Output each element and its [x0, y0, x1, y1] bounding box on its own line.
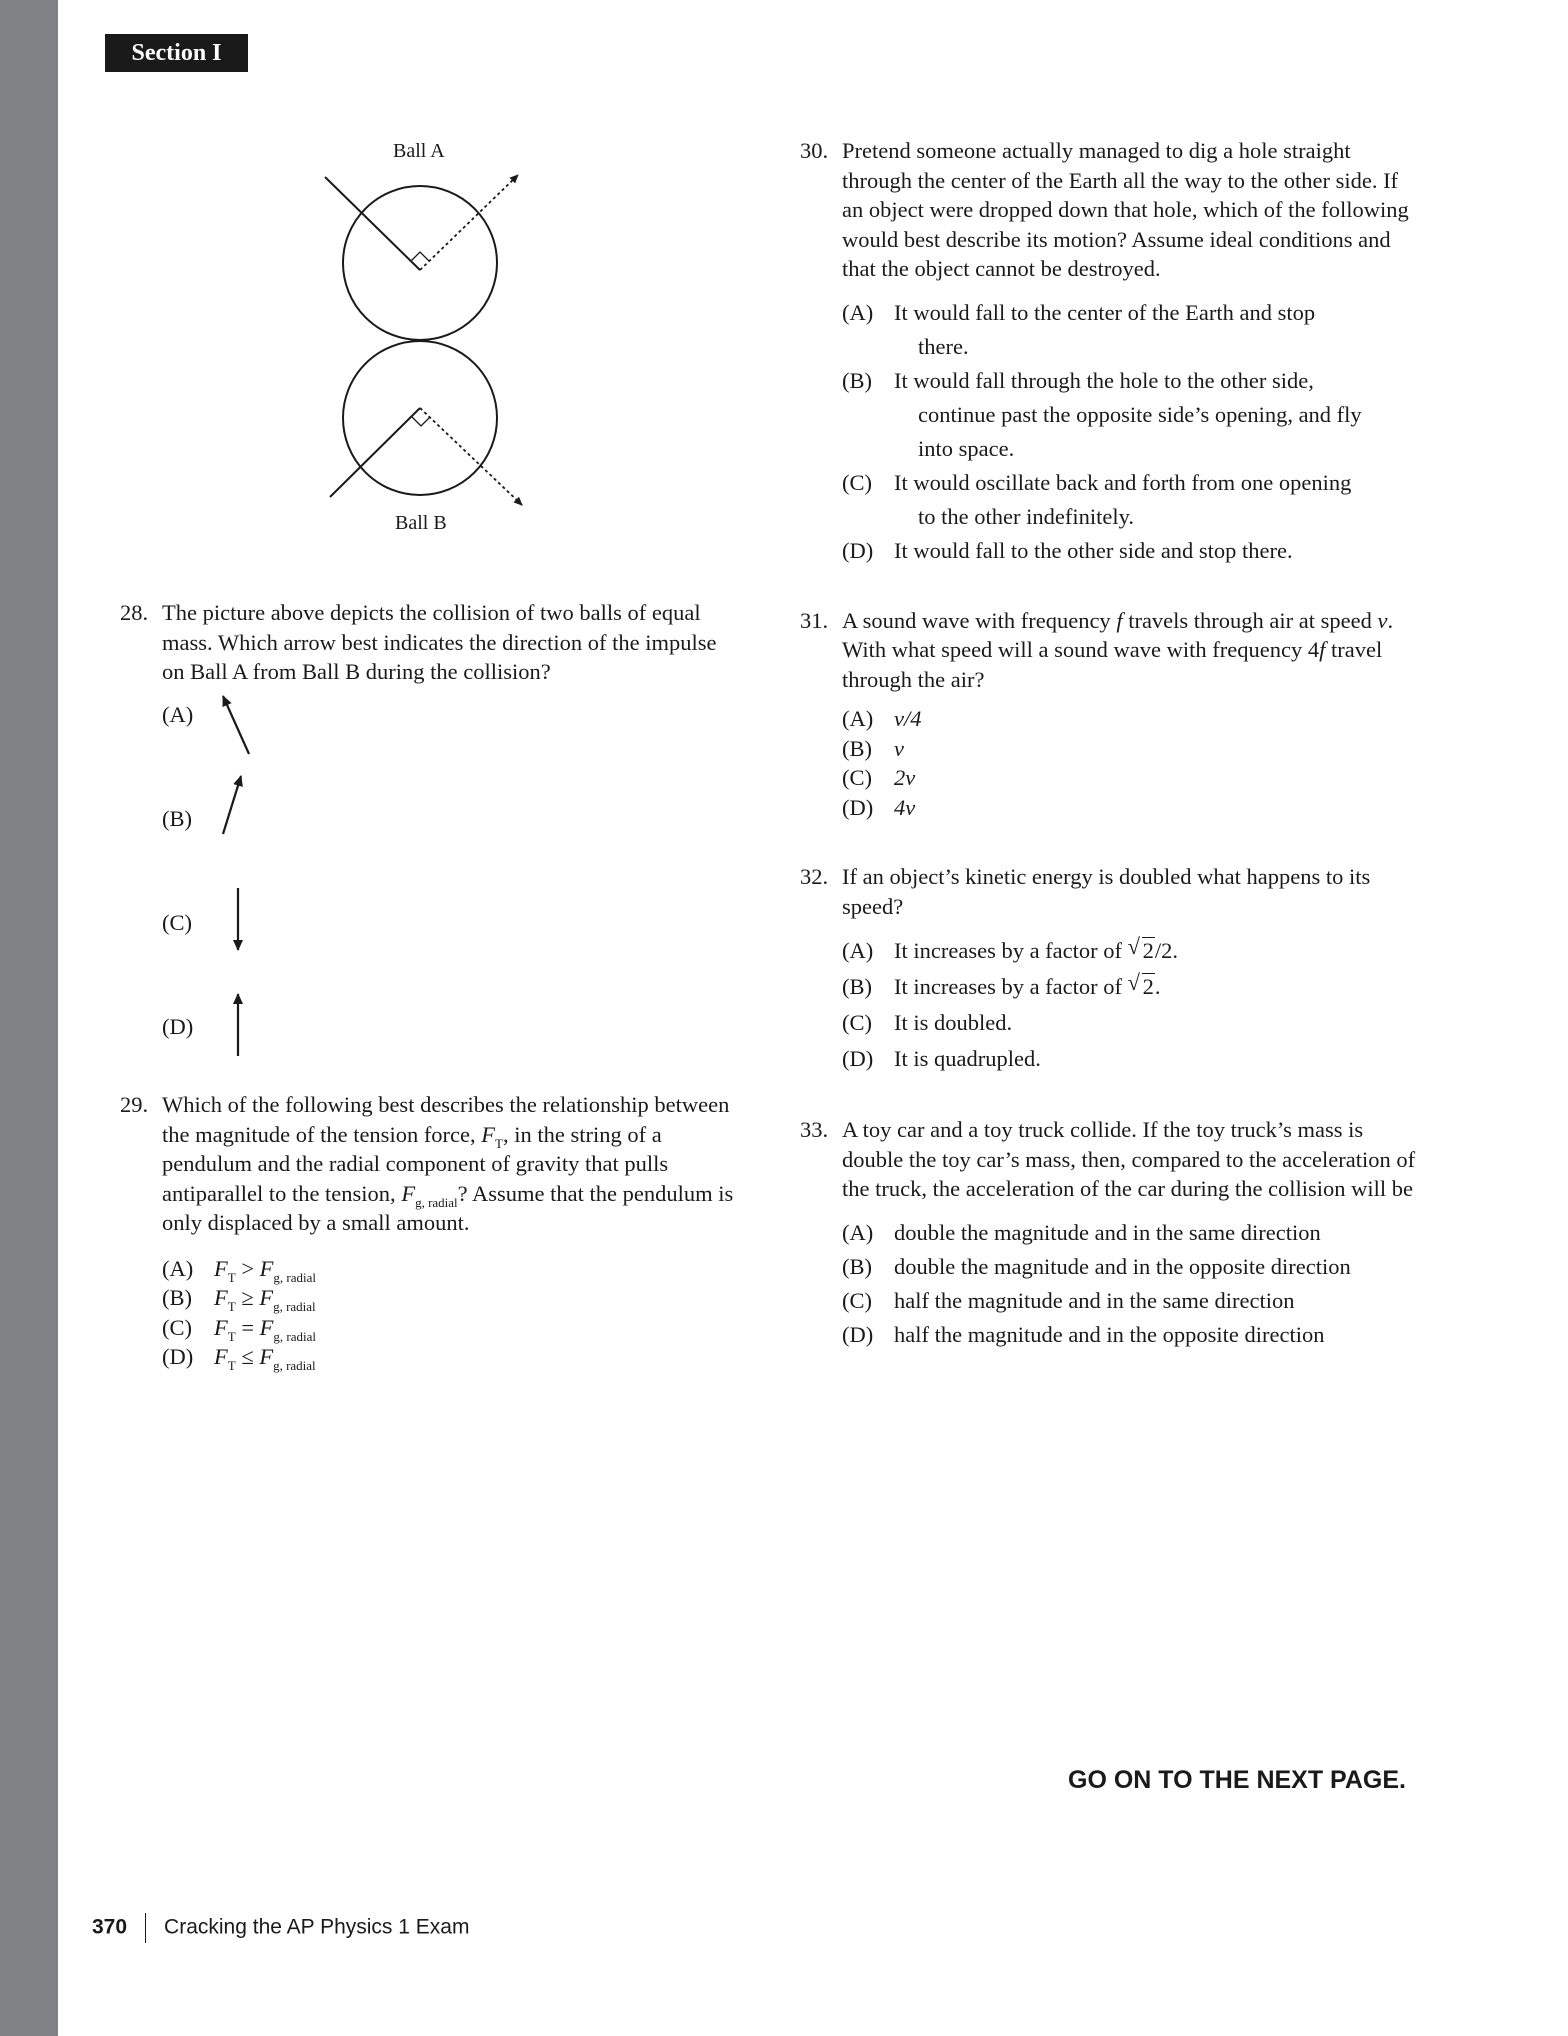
radicand: 2: [1142, 974, 1154, 999]
option-letter: (B): [842, 735, 872, 761]
question-number: 31.: [800, 607, 829, 633]
fg-subscript: g, radial: [273, 1328, 316, 1344]
q30-option-b[interactable]: [842, 364, 1420, 466]
q32-option-a[interactable]: [842, 933, 1420, 969]
question-text: A toy car and a toy truck collide. If the toy truck’s mass is double the toy car’s mass, then, compared to the acceleration of the truck, the acceleration of the car during the collision will be: [842, 1117, 1416, 1201]
question-number: 30.: [800, 138, 829, 163]
option-letter: (A): [162, 1255, 194, 1281]
relation-operator: >: [241, 1255, 255, 1281]
fg-subscript: g, radial: [273, 1358, 316, 1373]
question-28: [120, 598, 740, 687]
q32-option-c[interactable]: [842, 1005, 1420, 1041]
right-column: [800, 136, 1420, 1352]
question-text-1: A sound wave with frequency: [842, 607, 1117, 633]
option-value: 4v: [894, 794, 916, 820]
fg-symbol: F: [259, 1314, 274, 1340]
option-text: It increases by a factor of: [894, 938, 1128, 963]
option-text: double the magnitude and in the same direction: [894, 1219, 1321, 1245]
q32-option-d[interactable]: [842, 1041, 1420, 1077]
option-letter: (C): [842, 469, 872, 495]
left-column: [120, 598, 740, 687]
ft-symbol: F: [214, 1255, 228, 1281]
option-text-post: .: [1154, 974, 1161, 999]
option-text-cont: to the other indefinitely.: [918, 503, 1134, 529]
option-letter: (A): [842, 1219, 874, 1245]
q30-option-d[interactable]: [842, 534, 1420, 568]
ft-subscript: T: [227, 1269, 236, 1285]
footer-divider: [145, 1913, 146, 1943]
book-title: Cracking the AP Physics 1 Exam: [164, 1915, 470, 1939]
ft-symbol: F: [214, 1285, 228, 1310]
collision-diagram: [300, 130, 570, 550]
question-text-3: ? Assume that the pendulum is only displaced by a small amount.: [162, 1180, 734, 1235]
option-text-cont: there.: [918, 333, 969, 359]
ball-b-label: Ball B: [395, 512, 447, 534]
q33-option-b[interactable]: [842, 1250, 1420, 1284]
option-text: It is quadrupled.: [894, 1046, 1041, 1071]
option-text-cont: continue past the opposite side’s opening, and fly: [918, 401, 1362, 427]
question-text-3: . With what speed will a sound wave with frequency 4: [842, 607, 1394, 662]
q31-option-a[interactable]: [842, 704, 1420, 734]
option-text-post: /2.: [1154, 938, 1179, 963]
f-symbol: f: [1319, 637, 1326, 662]
ft-subscript: T: [495, 1135, 503, 1151]
relation-operator: ≤: [241, 1344, 254, 1369]
option-letter: (C): [842, 1010, 872, 1035]
option-letter: (A): [842, 938, 874, 963]
relation-operator: ≥: [241, 1285, 254, 1310]
q30-options: [842, 296, 1420, 568]
q29-options: [120, 1254, 740, 1372]
question-text-2: travels through air at speed: [1122, 607, 1378, 633]
ft-symbol: F: [481, 1121, 496, 1147]
option-text: It increases by a factor of: [894, 974, 1128, 999]
option-text: It would fall to the center of the Earth and stop: [894, 299, 1316, 325]
question-33: [800, 1115, 1420, 1352]
up-arrow-icon: [224, 990, 254, 1062]
fg-symbol: F: [401, 1180, 416, 1206]
question-29: [120, 1090, 740, 1372]
option-letter: (A): [842, 299, 874, 325]
q28-options: [162, 700, 362, 1060]
q31-option-d[interactable]: [842, 793, 1420, 823]
question-30: [800, 136, 1420, 568]
option-letter: (C): [162, 1314, 192, 1340]
question-text-1: Which of the following best describes the relationship between the magnitude of the tension force,: [162, 1092, 730, 1147]
option-text: It is doubled.: [894, 1010, 1013, 1035]
option-letter: (B): [162, 1285, 192, 1310]
ft-symbol: F: [214, 1314, 228, 1340]
option-letter: (D): [842, 537, 874, 563]
option-letter: (D): [842, 1321, 874, 1347]
up-right-arrow-icon: [217, 770, 257, 840]
question-text: If an object’s kinetic energy is doubled what happens to its speed?: [842, 864, 1371, 919]
ft-subscript: T: [227, 1299, 236, 1314]
ft-symbol: F: [214, 1344, 228, 1369]
question-number: 33.: [800, 1117, 829, 1142]
q32-options: [842, 933, 1420, 1077]
q29-option-c[interactable]: [162, 1313, 740, 1343]
option-letter: (B): [842, 974, 872, 999]
ball-a-circle: [343, 186, 497, 340]
question-text-2: , in the string of a pendulum and the radial component of gravity that pulls antiparallel to the tension,: [162, 1121, 669, 1206]
option-letter: (B): [162, 806, 192, 831]
fg-subscript: g, radial: [273, 1269, 316, 1285]
option-value: 2v: [894, 765, 916, 790]
q29-option-a[interactable]: [162, 1254, 740, 1284]
question-text: The picture above depicts the collision of two balls of equal mass. Which arrow best indicates the direction of the impulse on Ball A from Ball B during the collision?: [162, 600, 717, 684]
question-31: [800, 606, 1420, 823]
ft-subscript: T: [227, 1358, 236, 1373]
fg-symbol: F: [259, 1255, 274, 1281]
section-tab: Section I: [105, 34, 248, 72]
question-text-4: travel through the air?: [842, 637, 1383, 692]
option-text-cont: into space.: [918, 435, 1015, 461]
option-text: double the magnitude and in the opposite direction: [894, 1253, 1351, 1279]
ball-b-circle: [343, 341, 497, 495]
q29-option-b[interactable]: [162, 1283, 740, 1313]
option-letter: (C): [842, 765, 872, 790]
option-text: It would fall through the hole to the other side,: [894, 367, 1314, 393]
option-value: v/4: [894, 706, 922, 731]
q30-option-a[interactable]: [842, 296, 1420, 364]
option-letter: (A): [162, 702, 194, 727]
option-letter: (D): [842, 1046, 874, 1071]
q33-option-a[interactable]: [842, 1216, 1420, 1250]
question-number: 29.: [120, 1092, 149, 1117]
ft-subscript: T: [227, 1328, 236, 1344]
collision-figure: [300, 130, 570, 550]
fg-subscript: g, radial: [415, 1194, 458, 1210]
option-letter: (C): [842, 1287, 872, 1313]
q33-option-d[interactable]: [842, 1318, 1420, 1352]
ball-a-label: Ball A: [393, 140, 445, 162]
option-text: half the magnitude and in the same direction: [894, 1287, 1295, 1313]
q29-option-d[interactable]: [162, 1342, 740, 1372]
fg-subscript: g, radial: [273, 1299, 316, 1314]
question-number: 28.: [120, 600, 149, 625]
relation-operator: =: [241, 1314, 255, 1340]
q31-option-c[interactable]: [842, 763, 1420, 793]
option-text: It would fall to the other side and stop there.: [894, 537, 1293, 563]
option-letter: (C): [162, 910, 192, 935]
radicand: 2: [1142, 938, 1154, 963]
option-letter: (D): [162, 1014, 194, 1039]
question-32: [800, 862, 1420, 1077]
side-bar: [0, 0, 58, 2036]
question-number: 32.: [800, 864, 829, 889]
down-arrow-icon: [224, 884, 254, 956]
question-text: Pretend someone actually managed to dig a hole straight through the center of the Earth all the way to the other side. If an object were dropped down that hole, which of the following would best describe its motion? Assume ideal conditions and that the object cannot be destroyed.: [842, 138, 1409, 281]
up-left-arrow-icon: [217, 690, 257, 760]
option-letter: (D): [162, 1344, 194, 1369]
option-text: It would oscillate back and forth from one opening: [894, 469, 1352, 495]
go-next-page-notice: GO ON TO THE NEXT PAGE.: [1068, 1766, 1407, 1794]
fg-symbol: F: [259, 1344, 274, 1369]
square-root: √ 2: [1127, 934, 1154, 963]
f-symbol: f: [1116, 607, 1123, 633]
page-footer: [92, 1913, 469, 1943]
q31-options: [842, 704, 1420, 822]
q32-option-b[interactable]: [842, 969, 1420, 1005]
option-letter: (B): [842, 367, 872, 393]
square-root: √ 2: [1127, 970, 1154, 999]
q30-option-c[interactable]: [842, 466, 1420, 534]
q33-option-c[interactable]: [842, 1284, 1420, 1318]
option-value: v: [894, 735, 904, 761]
q31-option-b[interactable]: [842, 734, 1420, 764]
option-letter: (D): [842, 794, 874, 820]
page-number: 370: [92, 1915, 128, 1939]
option-letter: (B): [842, 1253, 872, 1279]
v-symbol: v: [1377, 607, 1388, 633]
fg-symbol: F: [259, 1285, 274, 1310]
q33-options: [842, 1216, 1420, 1352]
option-letter: (A): [842, 706, 874, 731]
option-text: half the magnitude and in the opposite direction: [894, 1321, 1325, 1347]
